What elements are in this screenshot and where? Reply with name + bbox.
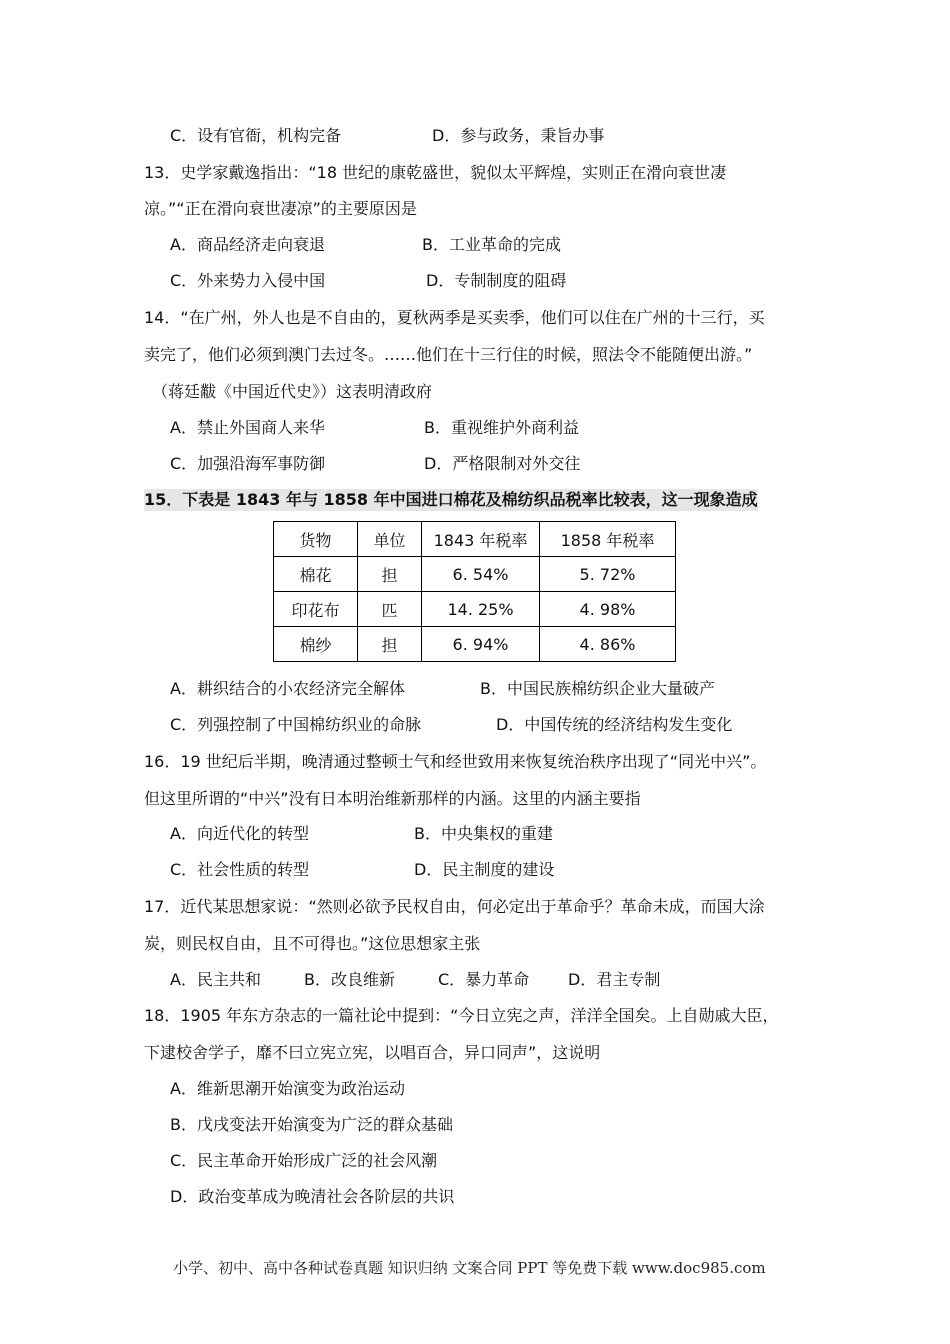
q17-option-d: D．君主专制 (568, 970, 661, 989)
table-row (274, 592, 676, 627)
table-cell: 4. 98% (540, 592, 676, 627)
table-cell: 6. 54% (422, 557, 540, 592)
q12-option-c: C．设有官衙，机构完备 (170, 126, 342, 145)
q16-stem-line2: 但这里所谓的“中兴”没有日本明治维新那样的内涵。这里的内涵主要指 (144, 789, 641, 808)
q14-option-b: B．重视维护外商利益 (424, 418, 579, 437)
table-row (274, 627, 676, 662)
q17-stem-line1: 17．近代某思想家说：“然则必欲予民权自由，何必定出于革命乎？革命未成，而国大涂 (144, 897, 765, 916)
q13-option-d: D．专制制度的阻碍 (426, 271, 567, 290)
q16-option-d: D．民主制度的建设 (414, 860, 555, 879)
q13-stem-line2: 凉。”“正在滑向衰世凄凉”的主要原因是 (144, 199, 417, 218)
q18-stem-line2: 下逮校舍学子，靡不曰立宪立宪，以唱百合，异口同声”，这说明 (144, 1043, 601, 1062)
q18-option-b: B．戊戌变法开始演变为广泛的群众基础 (170, 1115, 453, 1134)
table-cell: 担 (358, 557, 422, 592)
q16-option-b: B．中央集权的重建 (414, 824, 553, 843)
table-cell: 14. 25% (422, 592, 540, 627)
q15-option-b: B．中国民族棉纺织企业大量破产 (480, 679, 715, 698)
table-header-cell: 1843 年税率 (422, 522, 540, 557)
q13-option-b: B．工业革命的完成 (422, 235, 561, 254)
q17-option-b: B．改良维新 (304, 970, 395, 989)
q14-option-d: D．严格限制对外交往 (424, 454, 581, 473)
q17-option-a: A．民主共和 (170, 970, 261, 989)
table-cell: 印花布 (274, 592, 358, 627)
table-header-cell: 单位 (358, 522, 422, 557)
table-cell: 匹 (358, 592, 422, 627)
q12-option-d: D．参与政务，秉旨办事 (432, 126, 605, 145)
q18-option-a: A．维新思潮开始演变为政治运动 (170, 1079, 405, 1098)
table-header-cell: 1858 年税率 (540, 522, 676, 557)
q13-option-c: C．外来势力入侵中国 (170, 271, 326, 290)
q18-option-c: C．民主革命开始形成广泛的社会风潮 (170, 1151, 438, 1170)
q15-stem: 15．下表是 1843 年与 1858 年中国进口棉花及棉纺织品税率比较表，这一现象造成 (144, 490, 758, 509)
table-cell: 担 (358, 627, 422, 662)
table-cell: 5. 72% (540, 557, 676, 592)
table-cell: 6. 94% (422, 627, 540, 662)
q18-option-d: D．政治变革成为晚清社会各阶层的共识 (170, 1187, 455, 1206)
q16-option-a: A．向近代化的转型 (170, 824, 309, 843)
footer-text: 小学、初中、高中各种试卷真题 知识归纳 文案合同 PPT 等免费下载 www.doc985.com (173, 1259, 766, 1277)
q16-option-c: C．社会性质的转型 (170, 860, 310, 879)
q15-option-c: C．列强控制了中国棉纺织业的命脉 (170, 715, 422, 734)
q13-option-a: A．商品经济走向衰退 (170, 235, 325, 254)
table-cell: 4. 86% (540, 627, 676, 662)
q17-option-c: C．暴力革命 (438, 970, 530, 989)
q14-option-c: C．加强沿海军事防御 (170, 454, 326, 473)
q16-stem-line1: 16．19 世纪后半期，晚清通过整顿士气和经世致用来恢复统治秩序出现了“同光中兴”。 (144, 752, 767, 771)
q14-stem-line2: 卖完了，他们必须到澳门去过冬。……他们在十三行住的时候，照法令不能随便出游。” (144, 345, 753, 364)
table-header-row (274, 522, 676, 557)
q15-option-d: D．中国传统的经济结构发生变化 (496, 715, 733, 734)
tariff-table (273, 521, 676, 662)
q17-stem-line2: 炭，则民权自由，且不可得也。”这位思想家主张 (144, 934, 481, 953)
table-row (274, 557, 676, 592)
q14-stem-line1: 14．“在广州，外人也是不自由的，夏秋两季是买卖季，他们可以住在广州的十三行，买 (144, 308, 765, 327)
q14-option-a: A．禁止外国商人来华 (170, 418, 325, 437)
table-cell: 棉花 (274, 557, 358, 592)
q18-stem-line1: 18．1905 年东方杂志的一篇社论中提到：“今日立宪之声，洋洋全国矣。上自勋戚大臣， (144, 1006, 779, 1025)
table-cell: 棉纱 (274, 627, 358, 662)
q15-option-a: A．耕织结合的小农经济完全解体 (170, 679, 405, 698)
q14-stem-line3: （蒋廷黻《中国近代史》）这表明清政府 (152, 382, 433, 401)
q13-stem-line1: 13．史学家戴逸指出：“18 世纪的康乾盛世，貌似太平辉煌，实则正在滑向衰世凄 (144, 163, 727, 182)
table-header-cell: 货物 (274, 522, 358, 557)
